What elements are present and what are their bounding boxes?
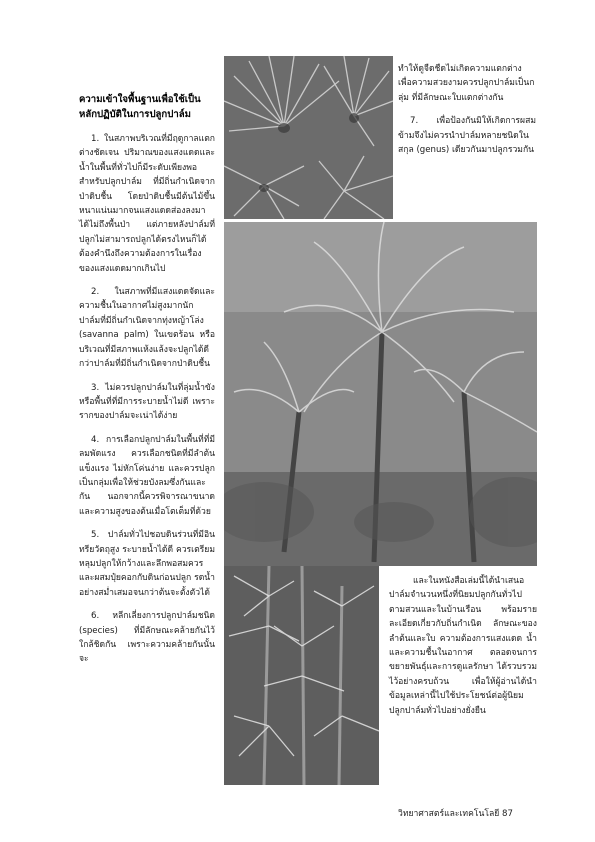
palm-photo-bottom <box>224 566 379 785</box>
paragraph-5: 5. ปาล์มทั่วไปชอบดินร่วนที่มีอินทรียวัตถุสูง ระบายน้ำได้ดี ควรเตรียมหลุมปลูกให้กว้างและลึกพอสมควร และผสมปุ๋ยคอกกับดินก่อนปลูก รดน้ำอย่างสม่ำเสมอจนกว่าต้นจะตั้งตัวได้ <box>79 530 215 598</box>
paragraph-7: 7. เพื่อป้องกันมิให้เกิดการผสมข้ามจึงไม่ควรนำปาล์มหลายชนิดในสกุล (genus) เดียวกันมาปลูกรวมกัน <box>398 116 536 156</box>
left-text-column <box>79 92 215 676</box>
page-footer: วิทยาศาสตร์และเทคโนโลยี 87 <box>398 809 513 819</box>
palm-photo-top <box>224 56 393 219</box>
paragraph-continued: ทำให้ดูจืดชืดไม่เกิดความแตกต่าง เพื่อความสวยงามควรปลูกปาล์มเป็นกลุ่ม ที่มีลักษณะใบแตกต่างกัน <box>398 64 535 103</box>
paragraph-1: 1. ในสภาพบริเวณที่มีฤดูกาลแตกต่างชัดเจน ปริมาณของแสงแดดและน้ำในพื้นที่ทั่วไปก็มีระดับเพียงพอสำหรับปลูกปาล์ม ที่มีถิ่นกำเนิดจากป่าดิบชื้น โดยป่าดิบชื้นมีต้นไม้ขึ้นหนาแน่นมากจนแสงแดดส่องลงมาได้ไม่ถึงพื้นป่า แต่ภายหลังปาล์มที่ปลูกไม่สามารถปลูกได้ตรงไหนก็ได้ ต้องคำนึงถึงความต้องการในเรื่องของแสงแดดมากเกินไป <box>79 134 215 274</box>
paragraph-3: 3. ไม่ควรปลูกปาล์มในที่ลุ่มน้ำขัง หรือพื้นที่ที่มีการระบายน้ำไม่ดี เพราะรากของปาล์มจะเน่าได้ง่าย <box>79 382 215 422</box>
section-heading: ความเข้าใจพื้นฐานเพื่อใช้เป็นหลักปฏิบัติในการปลูกปาล์ม <box>79 94 201 120</box>
closing-paragraph: และในหนังสือเล่มนี้ได้นำเสนอปาล์มจำนวนหนึ่งที่นิยมปลูกกันทั่วไปตามสวนและในบ้านเรือน พร้อมรายละเอียดเกี่ยวกับถิ่นกำเนิด ลักษณะของลำต้นและใบ ความต้องการแสงแดด น้ำ และความชื้นในอากาศ ตลอดจนการขยายพันธุ์และการดูแลรักษา ได้รวบรวมไว้อย่างครบถ้วน เพื่อให้ผู้อ่านได้นำข้อมูลเหล่านี้ไปใช้ประโยชน์ต่อผู้นิยมปลูกปาล์มทั่วไปอย่างยั่งยืน <box>389 576 537 716</box>
paragraph-2: 2. ในสภาพที่มีแสงแดดจัดและความชื้นในอากาศไม่สูงมากนัก ปาล์มที่มีถิ่นกำเนิดจากทุ่งหญ้าโล่ง (savanna palm) ในเขตร้อน หรือบริเวณที่มีสภาพแห้งแล้งจะปลูกได้ดีกว่าปาล์มที่มีถิ่นกำเนิดจากป่าดิบชื้น <box>79 287 215 370</box>
palm-photo-main <box>224 222 537 566</box>
paragraph-4: 4. การเลือกปลูกปาล์มในพื้นที่ที่มีลมพัดแรง ควรเลือกชนิดที่มีลำต้นแข็งแรง ไม่หักโค่นง่าย และควรปลูกเป็นกลุ่มเพื่อให้ช่วยบังลมซึ่งกันและกัน นอกจากนี้ควรพิจารณาขนาดและความสูงของต้นเมื่อโตเต็มที่ด้วย <box>79 434 215 517</box>
right-bottom-text-column <box>389 574 537 727</box>
right-top-text-column <box>398 62 536 166</box>
paragraph-6: 6. หลีกเลี่ยงการปลูกปาล์มชนิด (species) ที่มีลักษณะคล้ายกันไว้ใกล้ชิดกัน เพราะความคล้ายกันนั้นจะ <box>79 611 215 665</box>
